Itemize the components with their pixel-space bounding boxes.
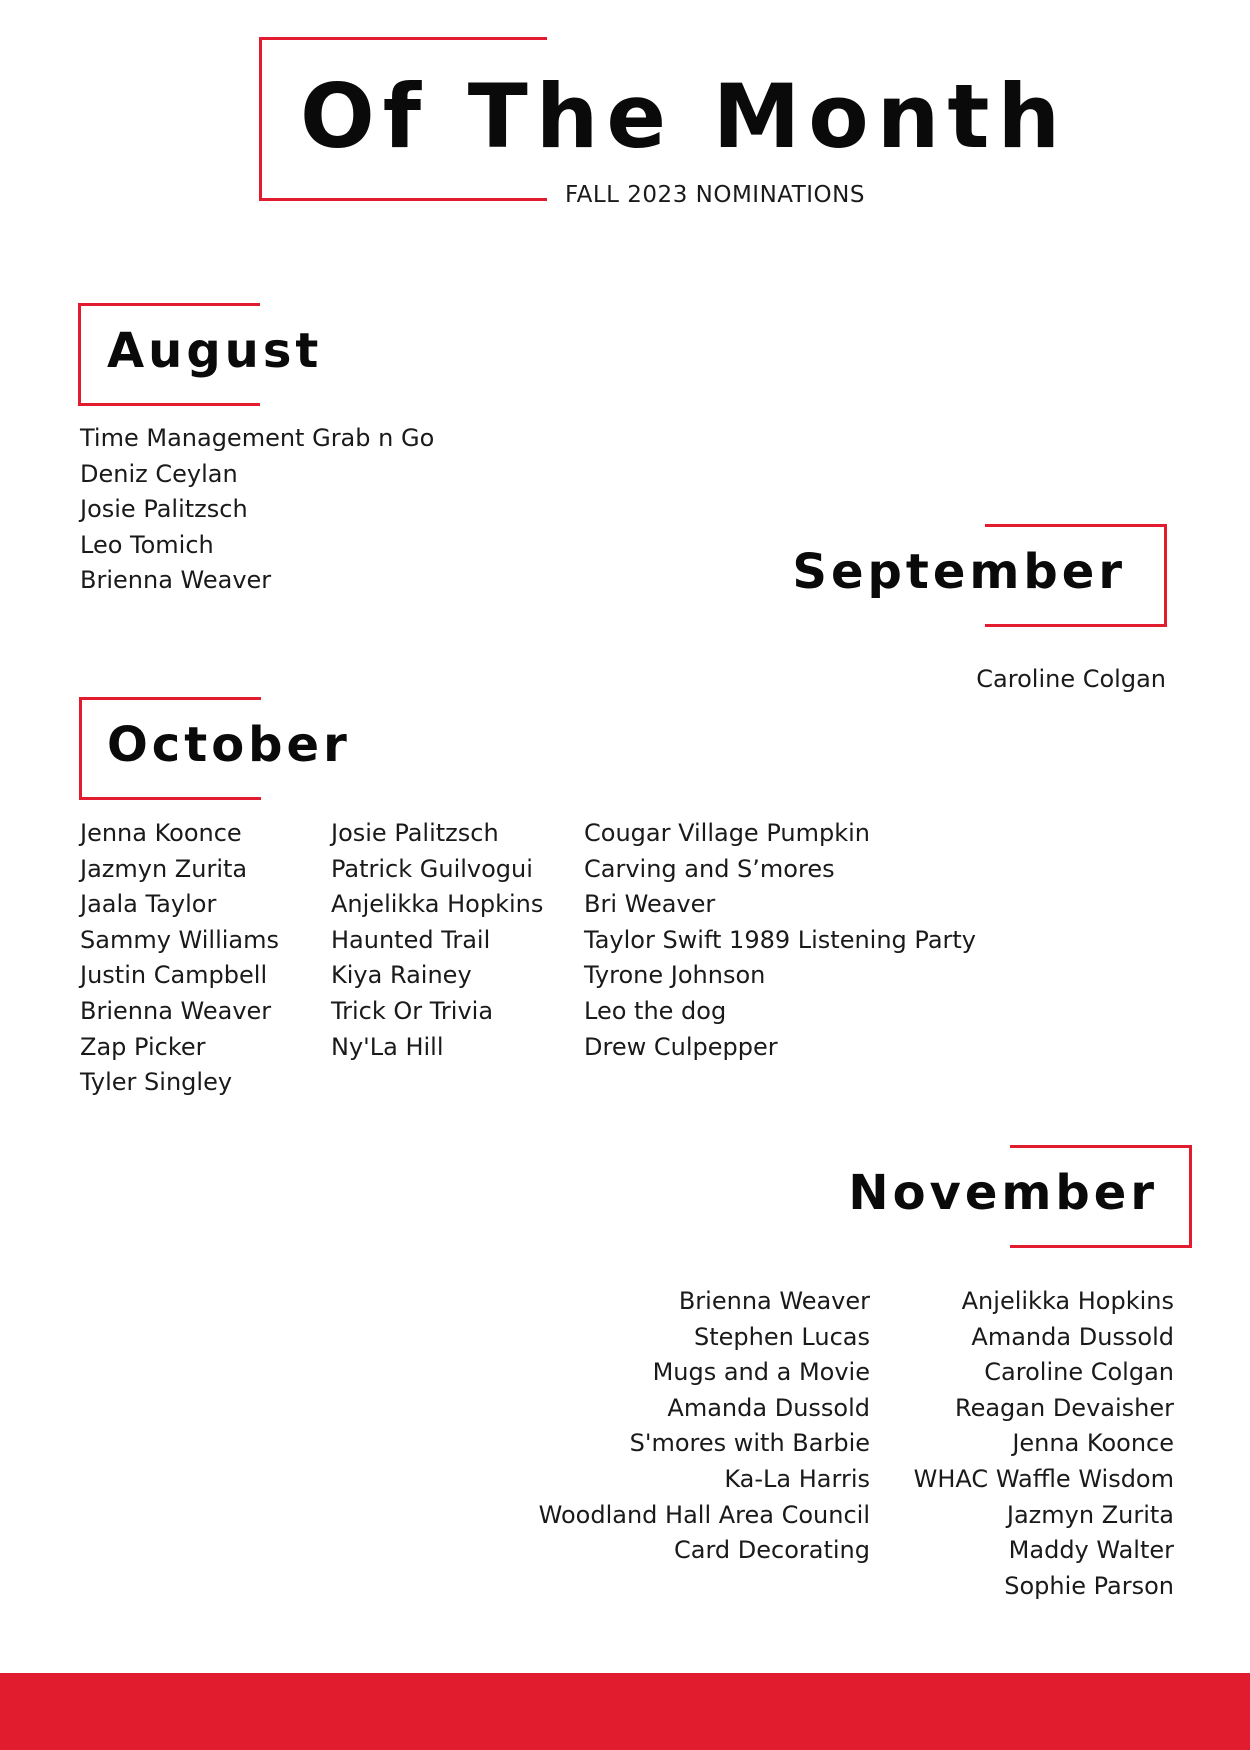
- august-list: [80, 421, 434, 599]
- list-item: Kiya Rainey: [331, 961, 472, 990]
- list-item: Amanda Dussold: [667, 1393, 870, 1422]
- list-item: Jenna Koonce: [1012, 1429, 1174, 1458]
- november-heading: November: [848, 1165, 1158, 1221]
- list-item: Caroline Colgan: [976, 665, 1166, 693]
- list-item: Drew Culpepper: [584, 1032, 778, 1061]
- list-item: Brienna Weaver: [80, 996, 272, 1025]
- october-column-1: [80, 816, 279, 1101]
- list-item: Ny'La Hill: [331, 1032, 444, 1061]
- list-item: Brienna Weaver: [678, 1287, 870, 1315]
- october-heading: October: [107, 717, 351, 773]
- list-item: Leo Tomich: [80, 530, 214, 559]
- september-heading: September: [792, 544, 1126, 600]
- september-list: [976, 662, 1166, 698]
- list-item: Caroline Colgan: [984, 1358, 1174, 1387]
- list-item: Josie Palitzsch: [80, 495, 248, 524]
- list-item: Tyrone Johnson: [584, 961, 766, 990]
- list-item: Brienna Weaver: [80, 566, 272, 595]
- list-item: Maddy Walter: [1008, 1536, 1174, 1565]
- list-item: WHAC Waffle Wisdom: [913, 1464, 1174, 1493]
- footer-bar: [0, 1673, 1250, 1750]
- list-item: Leo the dog: [584, 996, 727, 1025]
- list-item: Jaala Taylor: [80, 890, 217, 919]
- list-item: Stephen Lucas: [693, 1322, 870, 1351]
- list-item: Anjelikka Hopkins: [961, 1287, 1174, 1315]
- list-item: Card Decorating: [674, 1536, 870, 1565]
- list-item: Trick Or Trivia: [331, 996, 494, 1025]
- list-item: Anjelikka Hopkins: [331, 890, 544, 919]
- list-item: Bri Weaver: [584, 890, 716, 919]
- august-heading: August: [107, 323, 323, 379]
- list-item: Josie Palitzsch: [331, 819, 499, 847]
- list-item: Jenna Koonce: [80, 819, 242, 847]
- page-subtitle: FALL 2023 NOMINATIONS: [565, 182, 865, 208]
- october-column-3: [584, 816, 976, 1065]
- october-column-2: [331, 816, 543, 1065]
- list-item: Zap Picker: [80, 1032, 206, 1061]
- list-item: Woodland Hall Area Council: [538, 1500, 870, 1529]
- list-item: Deniz Ceylan: [80, 459, 238, 488]
- list-item: Time Management Grab n Go: [80, 424, 435, 452]
- list-item: Amanda Dussold: [971, 1322, 1174, 1351]
- list-item: Carving and S’mores: [584, 854, 835, 883]
- list-item: Patrick Guilvogui: [331, 854, 533, 883]
- list-item: Sammy Williams: [80, 925, 279, 954]
- list-item: Jazmyn Zurita: [80, 854, 248, 883]
- list-item: S'mores with Barbie: [629, 1429, 870, 1458]
- list-item: Sophie Parson: [1004, 1571, 1174, 1600]
- list-item: Mugs and a Movie: [652, 1358, 870, 1387]
- list-item: Reagan Devaisher: [954, 1393, 1174, 1422]
- list-item: Taylor Swift 1989 Listening Party: [584, 925, 977, 954]
- list-item: Jazmyn Zurita: [1006, 1500, 1174, 1529]
- list-item: Haunted Trail: [331, 925, 491, 954]
- page-title: Of The Month: [300, 65, 1069, 168]
- list-item: Justin Campbell: [80, 961, 268, 990]
- list-item: Ka-La Harris: [724, 1464, 870, 1493]
- november-column-1: [539, 1284, 870, 1569]
- list-item: Tyler Singley: [80, 1068, 233, 1097]
- november-column-2: [914, 1284, 1174, 1604]
- list-item: Cougar Village Pumpkin: [584, 819, 870, 847]
